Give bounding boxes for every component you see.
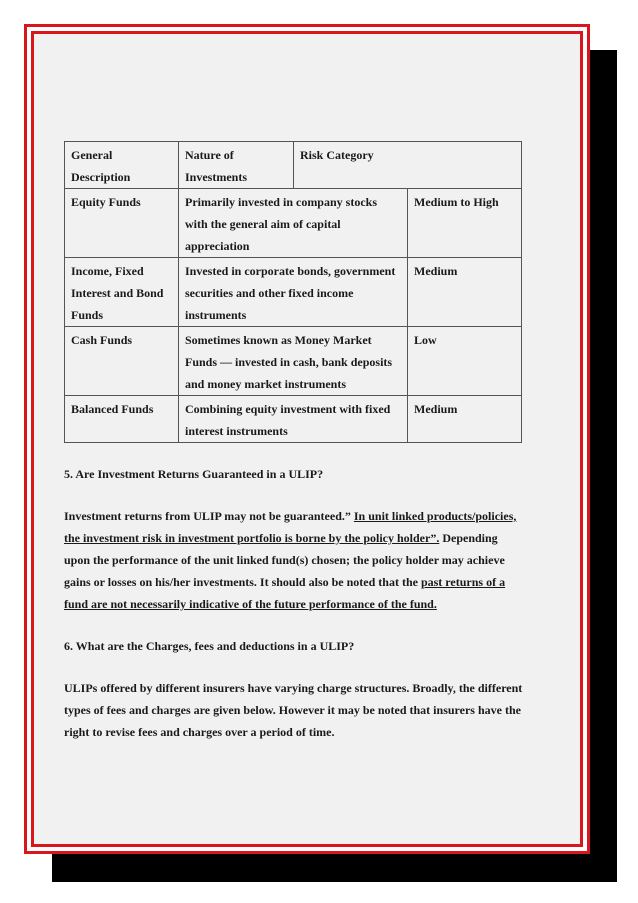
header-nature: Nature of Investments — [179, 142, 294, 189]
table-row — [65, 258, 522, 327]
section-6-body: ULIPs offered by different insurers have varying charge structures. Broadly, the different types of fees and charges are given below. However it may be noted that insurers have the right to revise fees and charges over a period of time. — [64, 681, 523, 739]
cell-description: Cash Funds — [65, 327, 179, 396]
cell-description: Balanced Funds — [65, 396, 179, 443]
table-row — [65, 396, 522, 443]
page-content — [64, 141, 524, 743]
cell-nature: Primarily invested in company stocks with the general aim of capital appreciation — [179, 189, 408, 258]
table-row — [65, 327, 522, 396]
cell-risk: Medium — [408, 396, 522, 443]
section-5-underlined-1: In unit linked products/policies, the investment risk in investment portfolio is borne by the policy holder”. — [64, 509, 517, 545]
section-5-body — [64, 505, 524, 615]
fund-types-table — [64, 141, 522, 443]
cell-description: Equity Funds — [65, 189, 179, 258]
section-5-text-1: Investment returns from ULIP may not be guaranteed.” — [64, 509, 351, 523]
table-row — [65, 189, 522, 258]
table-header-row — [65, 142, 522, 189]
header-risk: Risk Category — [294, 142, 522, 189]
cell-risk: Low — [408, 327, 522, 396]
section-5-text-2: Depending upon the performance of the unit linked fund(s) chosen; the policy holder may achieve gains or losses on his/her investments. It should also be noted that the — [64, 531, 505, 589]
cell-risk: Medium — [408, 258, 522, 327]
cell-nature: Invested in corporate bonds, government securities and other fixed income instruments — [179, 258, 408, 327]
cell-nature: Combining equity investment with fixed interest instruments — [179, 396, 408, 443]
section-5-underlined-2: past returns of a fund are not necessarily indicative of the future performance of the fund. — [64, 575, 506, 611]
header-description: General Description — [65, 142, 179, 189]
section-6-heading: 6. What are the Charges, fees and deductions in a ULIP? — [64, 639, 355, 653]
section-5-heading: 5. Are Investment Returns Guaranteed in a ULIP? — [64, 467, 324, 481]
cell-risk: Medium to High — [408, 189, 522, 258]
cell-description: Income, Fixed Interest and Bond Funds — [65, 258, 179, 327]
cell-nature: Sometimes known as Money Market Funds — invested in cash, bank deposits and money market instruments — [179, 327, 408, 396]
